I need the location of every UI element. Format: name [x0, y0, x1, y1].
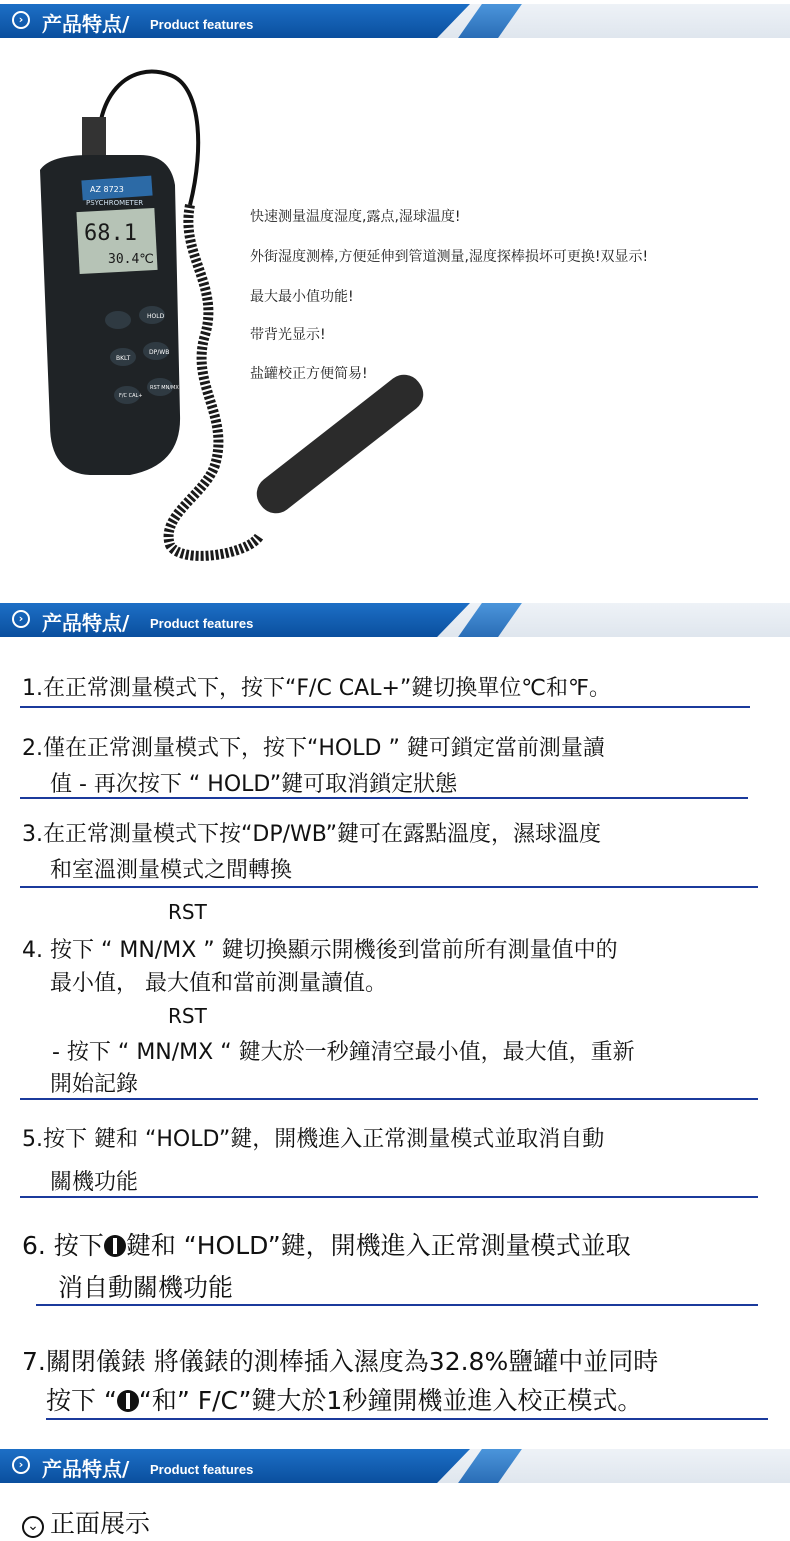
feature-item: 快速测量温度湿度,露点,湿球温度! — [250, 209, 461, 225]
bklt-button-label: BKLT — [116, 355, 131, 362]
power-icon — [104, 1235, 126, 1257]
banner-stripe — [458, 1449, 522, 1483]
banner-title-en: Product features — [150, 1462, 254, 1477]
banner-title-cn: 产品特点/ — [42, 611, 130, 635]
step-3-line-2: 和室溫測量模式之間轉換 — [50, 858, 293, 883]
hold-button-label: HOLD — [147, 313, 165, 320]
lcd-sub-reading: 30.4℃ — [108, 252, 154, 267]
step-7-prefix: 按下 “ — [46, 1386, 117, 1415]
chevron-right-icon: › — [12, 1456, 30, 1474]
banner-title-en: Product features — [150, 616, 254, 631]
chevron-right-icon: › — [12, 11, 30, 29]
fc-cal-button-label: F/C CAL+ — [119, 393, 143, 399]
step-2-line-1: 2.僅在正常測量模式下，按下“HOLD ” 鍵可鎖定當前測量讀 — [22, 736, 605, 761]
front-display-label: 正面展示 — [50, 1509, 151, 1538]
section-banner-1 — [0, 4, 790, 38]
step-7-line-1: 7.關閉儀錶 將儀錶的測棒插入濕度為32.8%鹽罐中並同時 — [22, 1347, 659, 1376]
chevron-right-icon: › — [12, 610, 30, 628]
feature-item: 最大最小值功能! — [250, 289, 354, 305]
step-7-suffix: “和” F/C”鍵大於1秒鐘開機並進入校正模式。 — [138, 1386, 643, 1415]
step-divider — [36, 1304, 758, 1306]
lcd-main-reading: 68.1 — [84, 221, 137, 246]
banner-title-en: Product features — [150, 17, 254, 32]
step-divider — [20, 1098, 758, 1100]
step-divider — [20, 886, 758, 888]
meter-model: AZ 8723 — [90, 185, 124, 194]
power-icon — [117, 1390, 139, 1412]
step-4-line-2: 最小值， 最大值和當前測量讀值。 — [50, 971, 387, 996]
section-banner-3 — [0, 1449, 790, 1483]
front-display-heading — [22, 1504, 150, 1540]
product-image — [30, 55, 460, 575]
feature-item: 带背光显示! — [250, 327, 326, 343]
step-divider — [20, 1196, 758, 1198]
step-2-line-2: 值 - 再次按下 “ HOLD”鍵可取消鎖定狀態 — [50, 772, 458, 797]
humidity-probe — [250, 367, 431, 520]
step-4-line-4: 開始記錄 — [50, 1072, 139, 1097]
step-6-prefix: 6. 按下 — [22, 1231, 104, 1260]
power-button — [105, 311, 131, 329]
step-divider — [46, 1418, 768, 1420]
step-4-rst-label: RST — [168, 900, 207, 924]
step-3-line-1: 3.在正常測量模式下按“DP/WB”鍵可在露點溫度，濕球溫度 — [22, 822, 602, 847]
feature-item: 盐罐校正方便简易! — [250, 366, 368, 382]
coiled-cable — [169, 205, 260, 556]
banner-title-cn: 产品特点/ — [42, 1457, 130, 1481]
dpwb-button-label: DP/WB — [149, 349, 170, 356]
banner-stripe — [458, 4, 522, 38]
meter-brand: PSYCHROMETER — [86, 199, 144, 207]
banner-stripe — [458, 603, 522, 637]
section-banner-2 — [0, 603, 790, 637]
step-7-line-2 — [46, 1381, 642, 1417]
step-6-suffix: 鍵和 “HOLD”鍵，開機進入正常測量模式並取 — [125, 1231, 631, 1260]
step-4-line-1: 4. 按下 “ MN/MX ” 鍵切換顯示開機後到當前所有測量值中的 — [22, 938, 618, 963]
step-4-rst-label-2: RST — [168, 1004, 207, 1028]
rst-mnmx-button-label: RST MN/MX — [150, 385, 179, 391]
step-divider — [20, 706, 750, 708]
step-5-line-1: 5.按下 鍵和 “HOLD”鍵，開機進入正常測量模式並取消自動 — [22, 1127, 605, 1152]
step-1: 1.在正常測量模式下，按下“F/C CAL+”鍵切換單位℃和℉。 — [22, 676, 611, 701]
step-4-line-3: - 按下 “ MN/MX “ 鍵大於一秒鐘清空最小值，最大值，重新 — [52, 1040, 635, 1065]
feature-item: 外街湿度测棒,方便延伸到管道测量,湿度探棒损坏可更换!双显示! — [250, 249, 649, 265]
step-6-line-2: 消自動關機功能 — [58, 1273, 234, 1302]
step-6-line-1 — [22, 1226, 631, 1262]
step-divider — [20, 797, 748, 799]
chevron-down-icon: ⌄ — [22, 1516, 44, 1538]
step-5-line-2: 關機功能 — [50, 1170, 139, 1195]
banner-title-cn: 产品特点/ — [42, 12, 130, 36]
